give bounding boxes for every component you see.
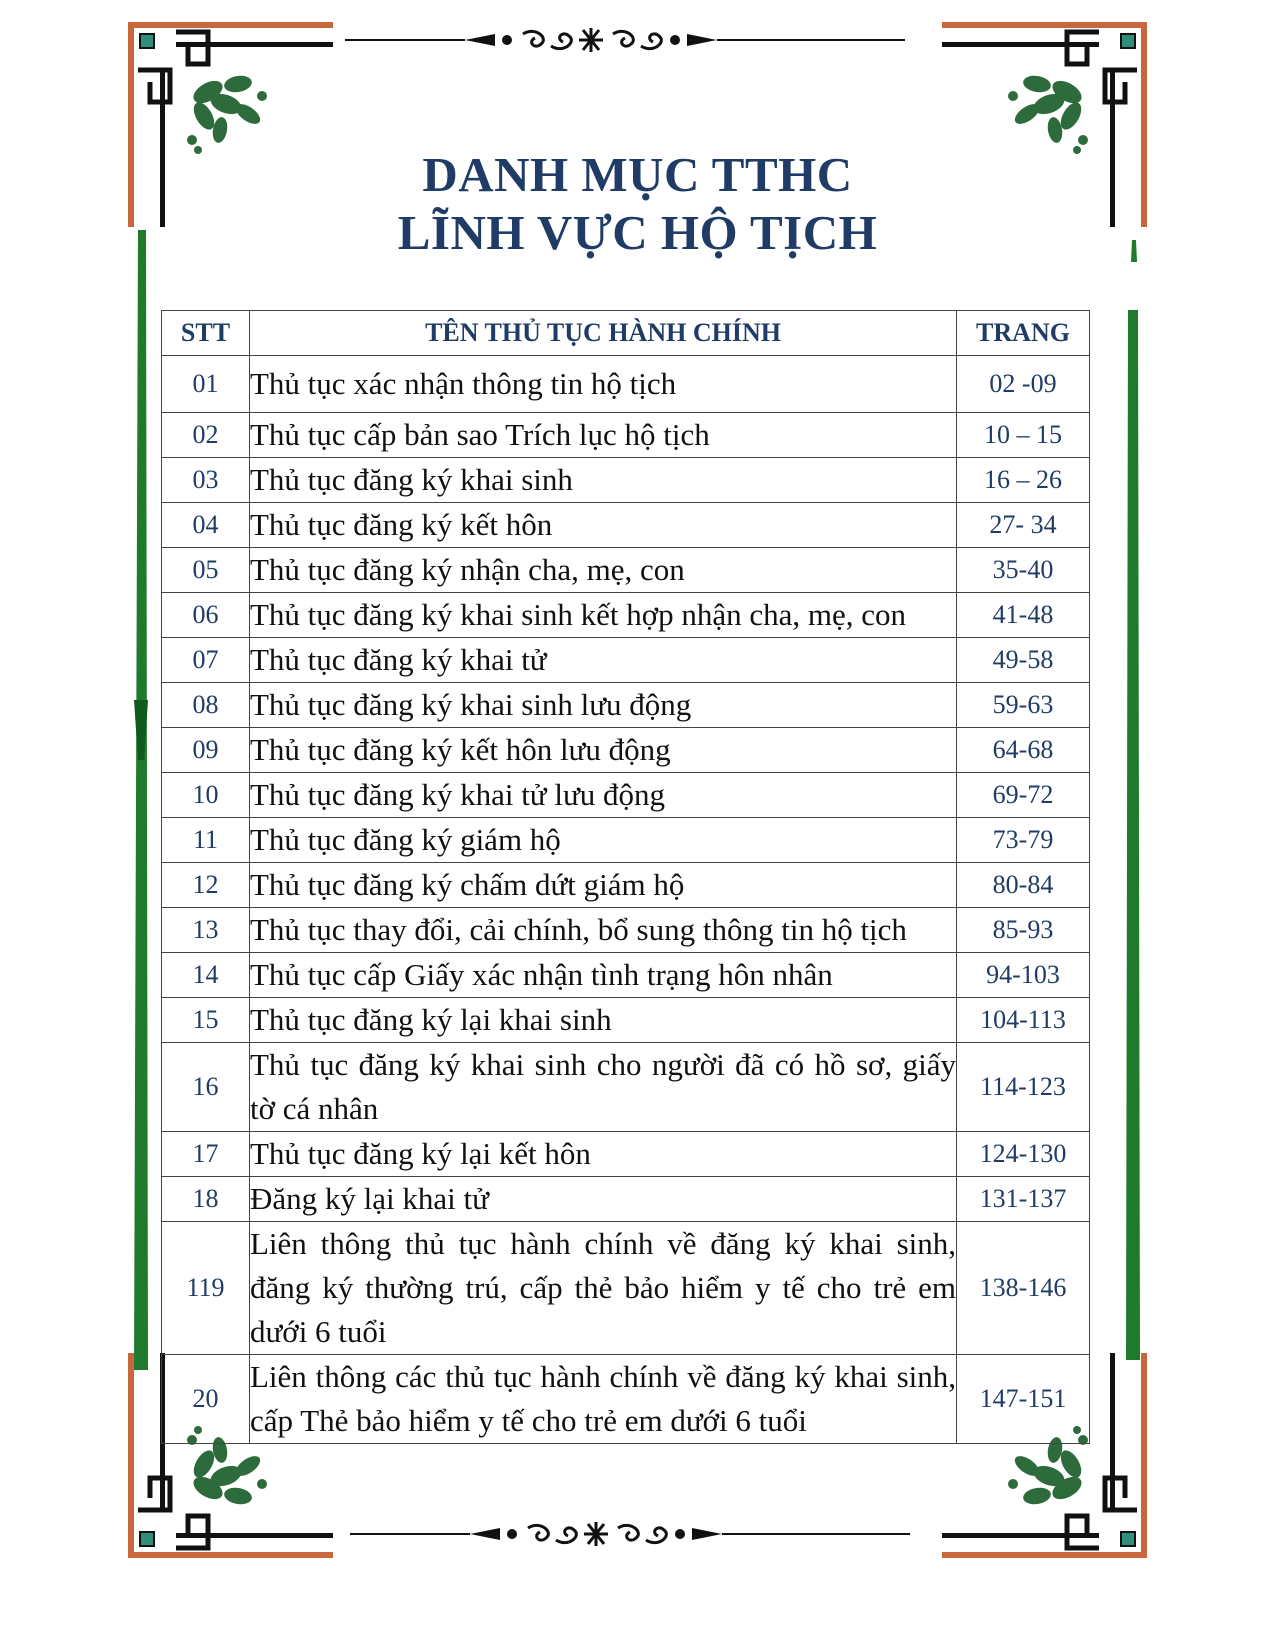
row-stt: 01 (162, 356, 250, 413)
table-row (162, 356, 1090, 413)
row-name: Thủ tục thay đổi, cải chính, bổ sung thông tin hộ tịch (250, 908, 957, 953)
row-name: Thủ tục đăng ký kết hôn (250, 503, 957, 548)
row-page: 104-113 (957, 998, 1090, 1043)
table-row (162, 773, 1090, 818)
table-row (162, 1132, 1090, 1177)
row-name: Thủ tục đăng ký khai sinh cho người đã có hồ sơ, giấy tờ cá nhân (250, 1043, 957, 1132)
row-name: Thủ tục đăng ký kết hôn lưu động (250, 728, 957, 773)
table-row (162, 863, 1090, 908)
table-row (162, 503, 1090, 548)
table-row (162, 1177, 1090, 1222)
table-row (162, 1043, 1090, 1132)
row-stt: 09 (162, 728, 250, 773)
row-stt: 17 (162, 1132, 250, 1177)
page-title (0, 146, 1275, 262)
row-stt: 03 (162, 458, 250, 503)
row-page: 02 -09 (957, 356, 1090, 413)
table-row (162, 593, 1090, 638)
row-name: Thủ tục đăng ký khai sinh lưu động (250, 683, 957, 728)
row-name: Đăng ký lại khai tử (250, 1177, 957, 1222)
table-row (162, 728, 1090, 773)
table-row (162, 953, 1090, 998)
row-stt: 05 (162, 548, 250, 593)
row-page: 114-123 (957, 1043, 1090, 1132)
row-page: 49-58 (957, 638, 1090, 683)
row-page: 41-48 (957, 593, 1090, 638)
row-page: 59-63 (957, 683, 1090, 728)
row-stt: 13 (162, 908, 250, 953)
row-stt: 07 (162, 638, 250, 683)
row-page: 16 – 26 (957, 458, 1090, 503)
table-row (162, 638, 1090, 683)
row-page: 64-68 (957, 728, 1090, 773)
row-name: Thủ tục cấp bản sao Trích lục hộ tịch (250, 413, 957, 458)
row-name: Thủ tục đăng ký giám hộ (250, 818, 957, 863)
title-line-1: DANH MỤC TTHC (422, 147, 853, 202)
row-page: 27- 34 (957, 503, 1090, 548)
procedures-table (161, 310, 1090, 1444)
row-name: Thủ tục đăng ký lại kết hôn (250, 1132, 957, 1177)
header-stt: STT (162, 311, 250, 356)
row-name: Liên thông thủ tục hành chính về đăng ký khai sinh, đăng ký thường trú, cấp thẻ bảo hiểm y tế cho trẻ em dưới 6 tuổi (250, 1222, 957, 1355)
row-page: 35-40 (957, 548, 1090, 593)
row-name: Thủ tục xác nhận thông tin hộ tịch (250, 356, 957, 413)
row-stt: 04 (162, 503, 250, 548)
row-stt: 12 (162, 863, 250, 908)
row-stt: 16 (162, 1043, 250, 1132)
table-row (162, 1355, 1090, 1444)
table-row (162, 683, 1090, 728)
table-row (162, 908, 1090, 953)
row-stt: 02 (162, 413, 250, 458)
left-vine-icon (134, 230, 148, 1370)
row-name: Thủ tục đăng ký khai sinh kết hợp nhận cha, mẹ, con (250, 593, 957, 638)
row-stt: 119 (162, 1222, 250, 1355)
table-row (162, 1222, 1090, 1355)
table-row (162, 458, 1090, 503)
row-name: Thủ tục đăng ký nhận cha, mẹ, con (250, 548, 957, 593)
row-stt: 14 (162, 953, 250, 998)
row-page: 80-84 (957, 863, 1090, 908)
row-page: 124-130 (957, 1132, 1090, 1177)
row-name: Thủ tục đăng ký khai sinh (250, 458, 957, 503)
row-stt: 08 (162, 683, 250, 728)
row-page: 94-103 (957, 953, 1090, 998)
table-row (162, 998, 1090, 1043)
row-page: 131-137 (957, 1177, 1090, 1222)
row-name: Thủ tục đăng ký lại khai sinh (250, 998, 957, 1043)
row-stt: 10 (162, 773, 250, 818)
row-name: Thủ tục đăng ký khai tử (250, 638, 957, 683)
right-vine-icon (1126, 240, 1140, 1360)
title-line-2: LĨNH VỰC HỘ TỊCH (397, 205, 878, 260)
row-name: Thủ tục đăng ký chấm dứt giám hộ (250, 863, 957, 908)
row-name: Thủ tục cấp Giấy xác nhận tình trạng hôn nhân (250, 953, 957, 998)
header-name: TÊN THỦ TỤC HÀNH CHÍNH (250, 311, 957, 356)
row-page: 85-93 (957, 908, 1090, 953)
table-row (162, 818, 1090, 863)
row-page: 10 – 15 (957, 413, 1090, 458)
row-stt: 06 (162, 593, 250, 638)
row-page: 147-151 (957, 1355, 1090, 1444)
table-header-row (162, 311, 1090, 356)
row-page: 69-72 (957, 773, 1090, 818)
row-page: 73-79 (957, 818, 1090, 863)
row-stt: 15 (162, 998, 250, 1043)
row-page: 138-146 (957, 1222, 1090, 1355)
row-stt: 20 (162, 1355, 250, 1444)
row-stt: 18 (162, 1177, 250, 1222)
header-page: TRANG (957, 311, 1090, 356)
row-name: Liên thông các thủ tục hành chính về đăng ký khai sinh, cấp Thẻ bảo hiểm y tế cho trẻ em dưới 6 tuổi (250, 1355, 957, 1444)
row-stt: 11 (162, 818, 250, 863)
table-row (162, 548, 1090, 593)
row-name: Thủ tục đăng ký khai tử lưu động (250, 773, 957, 818)
table-row (162, 413, 1090, 458)
